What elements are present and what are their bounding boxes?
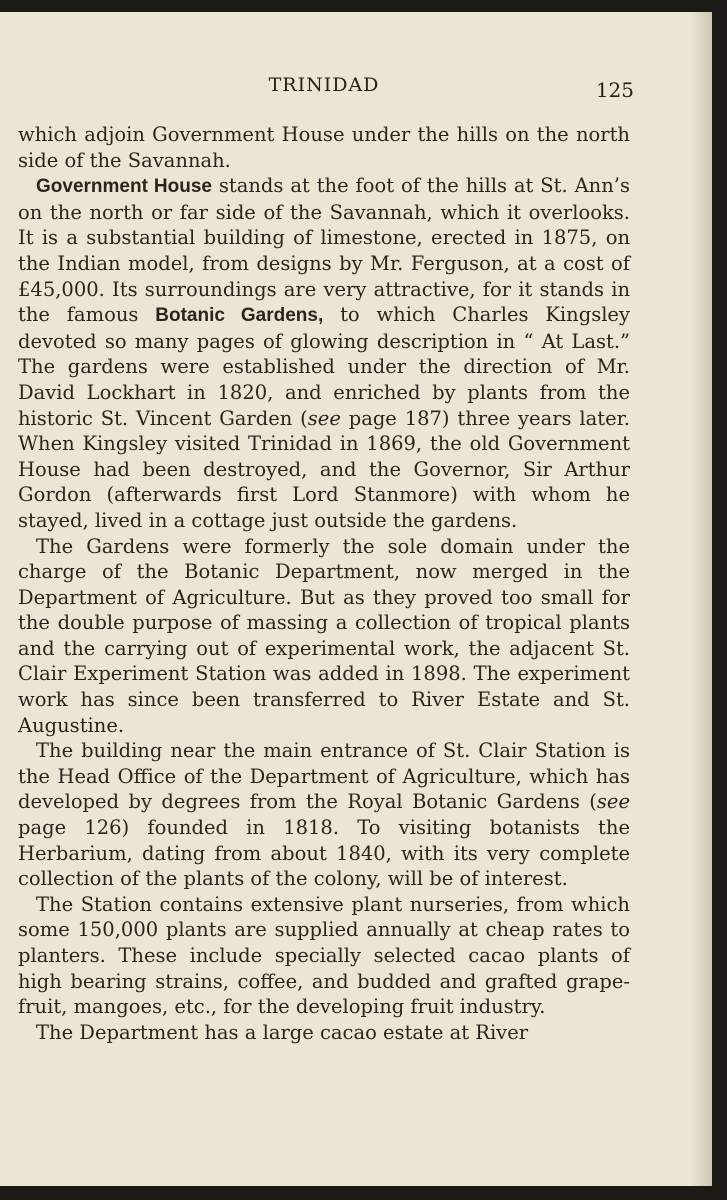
paragraph-4-text-2: page 126) founded in 1818. To visiting botanists the Herbarium, dating from about 1840, with its very complete collection of the plants of the colony, will be of interest. (18, 816, 630, 891)
paragraph-4 (18, 738, 630, 892)
paragraph-1: which adjoin Government House under the hills on the north side of the Savannah. (18, 123, 630, 172)
paragraph-2-text-3: page 187) three years later. When Kingsley visited Trinidad in 1869, the old Government House had been destroyed, and the Governor, Sir Arthur Gordon (afterwards first Lord Stanmore) with whom he stayed, lived in a cottage just outside the gardens. (18, 406, 630, 532)
paragraph-6: The Department has a large cacao estate at River (36, 1020, 529, 1044)
paragraph-2-text-1: stands at the foot of the hills at St. Ann’s on the north or far side of the Savannah, which it overlooks. It is a substantial building of limestone, erected in 1875, on the Indian model, from designs by Mr. Ferguson, at a cost of £45,000. Its surroundings are very attractive, for it stands in the famous (18, 174, 630, 327)
paragraph-4-text-1: The building near the main entrance of St. Clair Station is the Head Office of the Department of Agriculture, which has developed by degrees from the Royal Botanic Gardens ( (18, 739, 630, 814)
book-page (0, 12, 712, 1186)
body-text (18, 122, 630, 1045)
government-house-heading: Government House (36, 176, 212, 198)
paragraph-5: The Station contains extensive plant nurseries, from which some 150,000 plants are supplied annually at cheap rates to planters. These include specially selected cacao plants of high bearing strains, coffee, and budded and grafted grape-fruit, mangoes, etc., for the developing fruit industry. (18, 892, 630, 1019)
paragraph-2 (18, 173, 630, 533)
page-header (18, 64, 634, 102)
running-title: TRINIDAD (268, 74, 380, 96)
see-reference: see (596, 790, 630, 814)
page-number: 125 (595, 78, 634, 102)
paragraph-2-text-2: to which Charles Kingsley devoted so many pages of glowing description in “ At Last.” The gardens were established under the direction of Mr. David Lockhart in 1820, and enriched by plants from the historic St. Vincent Garden ( (18, 303, 630, 430)
paragraph-3: The Gardens were formerly the sole domain under the charge of the Botanic Department, now merged in the Department of Agriculture. But as they proved too small for the double purpose of massing a collection of tropical plants and the carrying out of experimental work, the adjacent St. Clair Experiment Station was added in 1898. The experiment work has since been transferred to River Estate and St. Augustine. (18, 534, 630, 737)
botanic-gardens-heading: Botanic Gardens, (155, 305, 324, 327)
see-reference: see (307, 406, 341, 430)
page-edge-shadow (690, 12, 712, 1186)
